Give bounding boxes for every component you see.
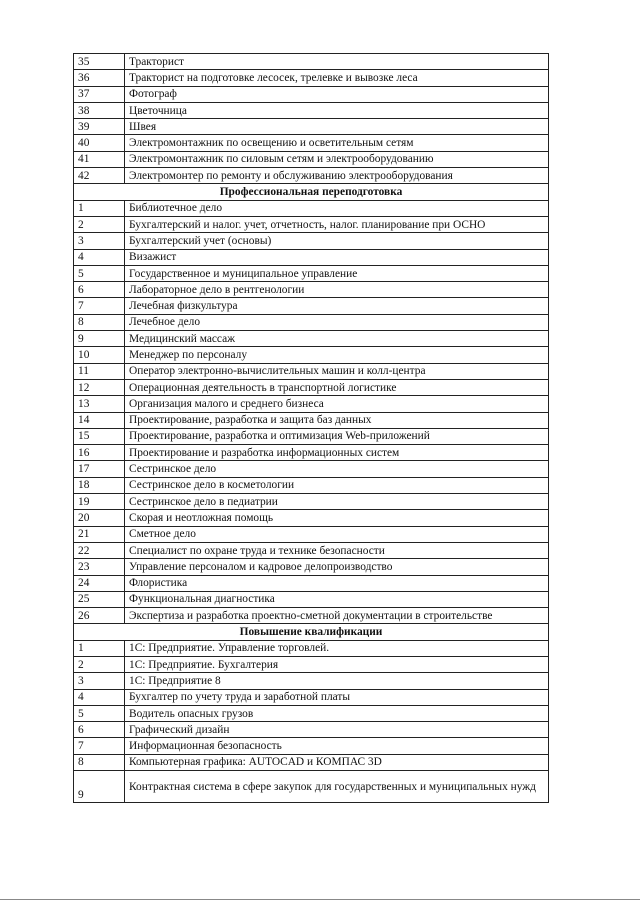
table-row [74, 689, 549, 705]
table-row [74, 363, 549, 379]
table-row [74, 428, 549, 444]
row-number: 12 [74, 379, 125, 395]
table-row [74, 575, 549, 591]
program-name: Государственное и муниципальное управление [125, 265, 549, 281]
table-row [74, 722, 549, 738]
table-row [74, 347, 549, 363]
row-number: 7 [74, 298, 125, 314]
program-name: Тракторист [125, 54, 549, 70]
table-row [74, 771, 549, 803]
program-name: 1С: Предприятие. Управление торговлей. [125, 640, 549, 656]
table-row [74, 461, 549, 477]
program-name: Информационная безопасность [125, 738, 549, 754]
program-name: Бухгалтерский и налог. учет, отчетность, налог. планирование при ОСНО [125, 216, 549, 232]
row-number: 42 [74, 168, 125, 184]
program-name: Функциональная диагностика [125, 591, 549, 607]
row-number: 40 [74, 135, 125, 151]
programs-table [73, 53, 549, 803]
table-row [74, 119, 549, 135]
program-name: Оператор электронно-вычислительных машин и колл-центра [125, 363, 549, 379]
row-number: 20 [74, 510, 125, 526]
row-number: 2 [74, 216, 125, 232]
table-row [74, 151, 549, 167]
program-name: Швея [125, 119, 549, 135]
table-row [74, 412, 549, 428]
row-number: 41 [74, 151, 125, 167]
row-number: 4 [74, 689, 125, 705]
program-name: Компьютерная графика: AUTOCAD и КОМПАС 3D [125, 754, 549, 770]
table-row [74, 754, 549, 770]
row-number: 24 [74, 575, 125, 591]
row-number: 9 [74, 331, 125, 347]
program-name: Лечебная физкультура [125, 298, 549, 314]
table-row [74, 168, 549, 184]
row-number: 5 [74, 705, 125, 721]
program-name: Проектирование, разработка и оптимизация Web-приложений [125, 428, 549, 444]
row-number: 4 [74, 249, 125, 265]
program-name: Менеджер по персоналу [125, 347, 549, 363]
row-number: 26 [74, 608, 125, 624]
table-row [74, 102, 549, 118]
row-number: 13 [74, 396, 125, 412]
row-number: 23 [74, 559, 125, 575]
table-row [74, 135, 549, 151]
table-row [74, 526, 549, 542]
program-name: Бухгалтер по учету труда и заработной платы [125, 689, 549, 705]
row-number: 18 [74, 477, 125, 493]
table-row [74, 233, 549, 249]
row-number: 14 [74, 412, 125, 428]
row-number: 7 [74, 738, 125, 754]
program-name: Лечебное дело [125, 314, 549, 330]
program-name: Бухгалтерский учет (основы) [125, 233, 549, 249]
row-number: 6 [74, 722, 125, 738]
program-name: Электромонтажник по силовым сетям и электрооборудованию [125, 151, 549, 167]
row-number: 22 [74, 542, 125, 558]
program-name: Сестринское дело в педиатрии [125, 494, 549, 510]
program-name: Визажист [125, 249, 549, 265]
row-number: 10 [74, 347, 125, 363]
table-row [74, 542, 549, 558]
row-number: 21 [74, 526, 125, 542]
program-name: Скорая и неотложная помощь [125, 510, 549, 526]
section-heading: Повышение квалификации [74, 624, 549, 640]
table-row [74, 216, 549, 232]
table-row [74, 445, 549, 461]
table-row [74, 200, 549, 216]
table-row [74, 298, 549, 314]
program-name: Водитель опасных грузов [125, 705, 549, 721]
row-number: 37 [74, 86, 125, 102]
table-row [74, 331, 549, 347]
program-name: Медицинский массаж [125, 331, 549, 347]
program-name: Проектирование и разработка информационных систем [125, 445, 549, 461]
row-number: 16 [74, 445, 125, 461]
row-number: 1 [74, 200, 125, 216]
program-name: Сметное дело [125, 526, 549, 542]
program-name: Цветочница [125, 102, 549, 118]
table-row [74, 608, 549, 624]
table-row [74, 673, 549, 689]
table-row [74, 282, 549, 298]
row-number: 19 [74, 494, 125, 510]
program-name: Проектирование, разработка и защита баз данных [125, 412, 549, 428]
program-name: Флористика [125, 575, 549, 591]
row-number: 35 [74, 54, 125, 70]
row-number: 36 [74, 70, 125, 86]
program-name: Графический дизайн [125, 722, 549, 738]
table-row [74, 249, 549, 265]
row-number: 1 [74, 640, 125, 656]
row-number: 8 [74, 314, 125, 330]
section-heading-row [74, 184, 549, 200]
row-number: 39 [74, 119, 125, 135]
table-row [74, 510, 549, 526]
table-row [74, 705, 549, 721]
row-number: 8 [74, 754, 125, 770]
row-number: 9 [74, 771, 125, 803]
program-name: Организация малого и среднего бизнеса [125, 396, 549, 412]
program-name: Фотограф [125, 86, 549, 102]
row-number: 5 [74, 265, 125, 281]
table-row [74, 396, 549, 412]
table-row [74, 70, 549, 86]
program-name: Тракторист на подготовке лесосек, трелевке и вывозке леса [125, 70, 549, 86]
page-bottom-rule [0, 899, 640, 900]
table-row [74, 738, 549, 754]
section-heading: Профессиональная переподготовка [74, 184, 549, 200]
table-row [74, 477, 549, 493]
program-name: Лабораторное дело в рентгенологии [125, 282, 549, 298]
table-row [74, 591, 549, 607]
table-row [74, 86, 549, 102]
program-name: Контрактная система в сфере закупок для государственных и муниципальных нужд [125, 771, 549, 803]
program-name: Электромонтер по ремонту и обслуживанию электрооборудования [125, 168, 549, 184]
programs-table-body [74, 54, 549, 803]
program-name: Сестринское дело [125, 461, 549, 477]
program-name: Экспертиза и разработка проектно-сметной документации в строительстве [125, 608, 549, 624]
table-row [74, 559, 549, 575]
table-row [74, 494, 549, 510]
row-number: 2 [74, 656, 125, 672]
section-heading-row [74, 624, 549, 640]
table-row [74, 379, 549, 395]
program-name: Сестринское дело в косметологии [125, 477, 549, 493]
program-name: 1С: Предприятие 8 [125, 673, 549, 689]
table-row [74, 656, 549, 672]
table-row [74, 54, 549, 70]
table-row [74, 640, 549, 656]
table-row [74, 265, 549, 281]
program-name: Электромонтажник по освещению и осветительным сетям [125, 135, 549, 151]
program-name: Управление персоналом и кадровое делопроизводство [125, 559, 549, 575]
row-number: 38 [74, 102, 125, 118]
program-name: Специалист по охране труда и технике безопасности [125, 542, 549, 558]
row-number: 3 [74, 233, 125, 249]
program-name: Библиотечное дело [125, 200, 549, 216]
program-name: Операционная деятельность в транспортной логистике [125, 379, 549, 395]
program-name: 1С: Предприятие. Бухгалтерия [125, 656, 549, 672]
row-number: 6 [74, 282, 125, 298]
table-row [74, 314, 549, 330]
row-number: 3 [74, 673, 125, 689]
row-number: 17 [74, 461, 125, 477]
row-number: 15 [74, 428, 125, 444]
row-number: 11 [74, 363, 125, 379]
row-number: 25 [74, 591, 125, 607]
